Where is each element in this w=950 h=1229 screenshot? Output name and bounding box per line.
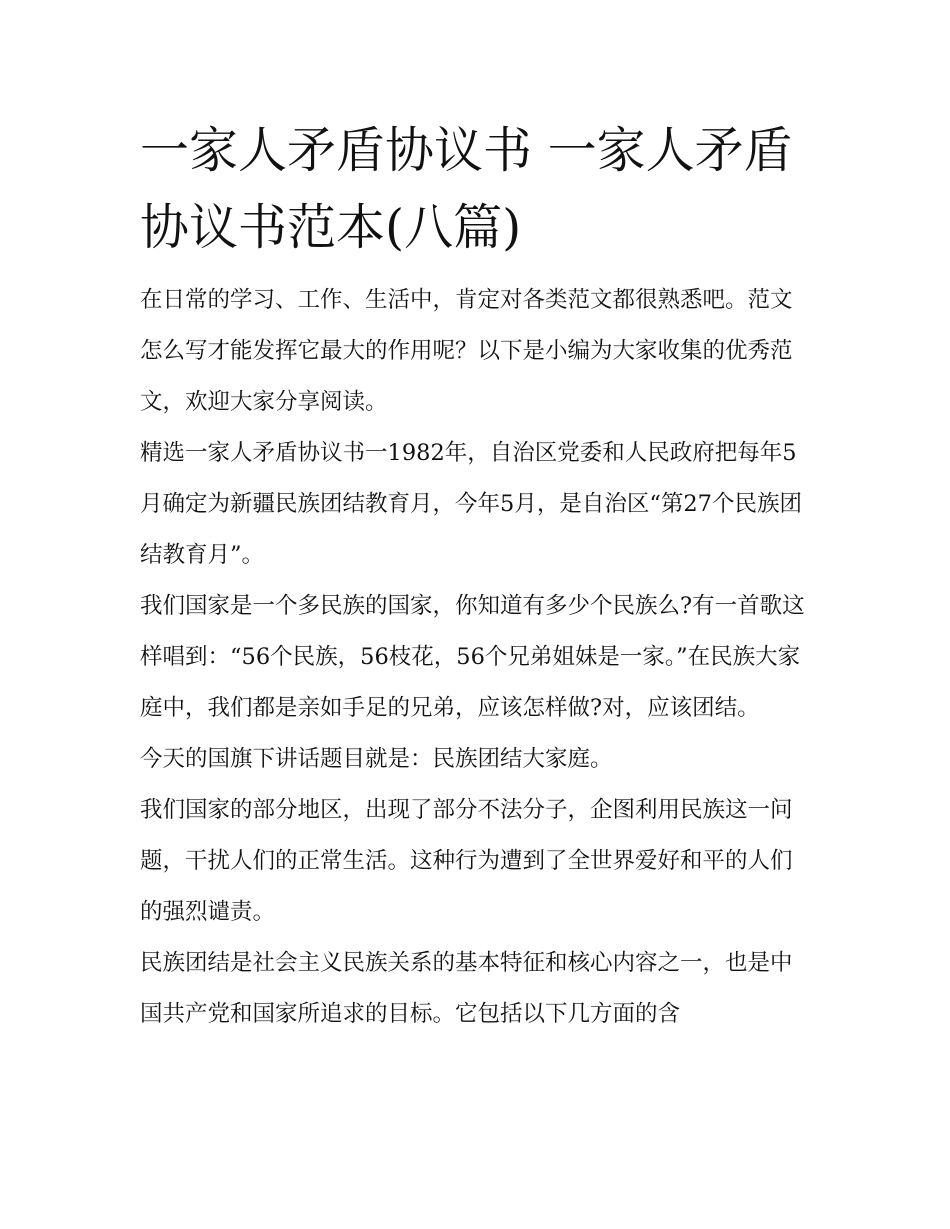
document-body: [140, 275, 812, 1040]
paragraph-intro: 在日常的学习、工作、生活中，肯定对各类范文都很熟悉吧。范文怎么写才能发挥它最大的作用呢？以下是小编为大家收集的优秀范文，欢迎大家分享阅读。: [140, 287, 793, 415]
document-title: 一家人矛盾协议书 一家人矛盾协议书范本(八篇): [140, 122, 793, 256]
paragraph-multi-ethnic: 我们国家是一个多民族的国家，你知道有多少个民族么?有一首歌这样唱到：“56个民族，56枝花，56个兄弟姐妹是一家。”在民族大家庭中，我们都是亲如手足的兄弟，应该怎样做?对，应该团结。: [140, 593, 805, 721]
paragraph-unity-definition: 民族团结是社会主义民族关系的基本特征和核心内容之一，也是中国共产党和国家所追求的目标。它包括以下几方面的含: [140, 950, 793, 1027]
paragraph-disruption: 我们国家的部分地区，出现了部分不法分子，企图利用民族这一问题，干扰人们的正常生活。这种行为遭到了全世界爱好和平的人们的强烈谴责。: [140, 797, 793, 925]
paragraph-unity-month: 精选一家人矛盾协议书一1982年，自治区党委和人民政府把每年5月确定为新疆民族团结教育月，今年5月，是自治区“第27个民族团结教育月”。: [140, 440, 802, 568]
paragraph-speech-topic: 今天的国旗下讲话题目就是：民族团结大家庭。: [140, 746, 613, 772]
